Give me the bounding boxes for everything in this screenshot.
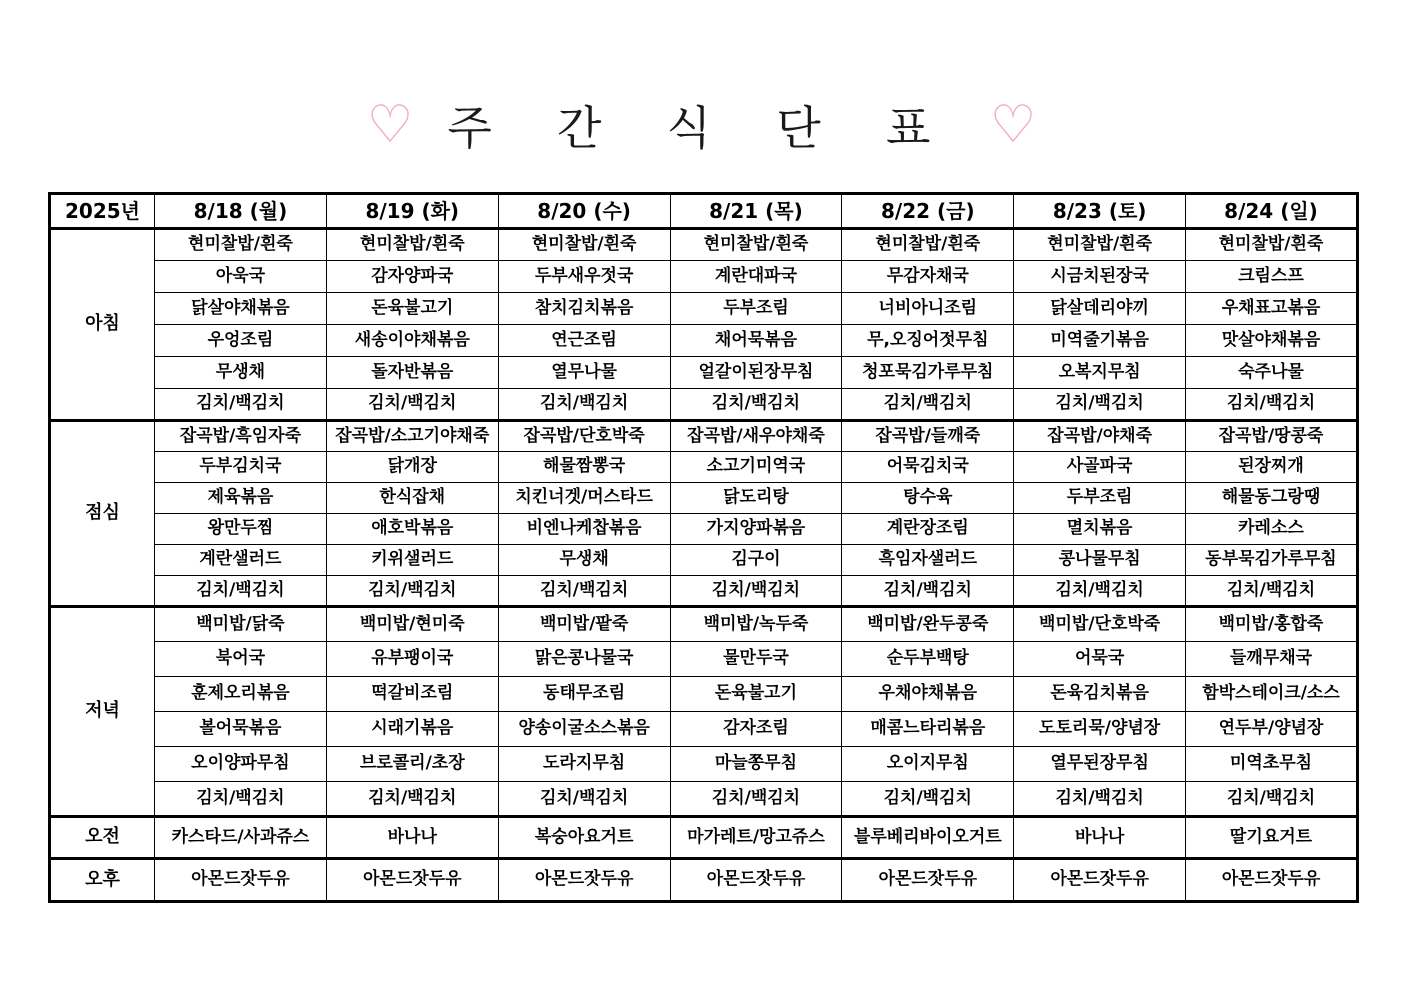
page-title-row — [0, 92, 1403, 158]
meal-cell: 두부조림 — [670, 293, 842, 325]
meal-cell: 유부팽이국 — [326, 642, 498, 677]
meal-cell: 잡곡밥/땅콩죽 — [1186, 421, 1358, 452]
meal-cell: 감자양파국 — [326, 261, 498, 293]
meal-cell: 순두부백탕 — [842, 642, 1014, 677]
section-label: 오전 — [50, 817, 155, 859]
meal-cell: 아몬드잣두유 — [498, 859, 670, 902]
meal-cell: 채어묵볶음 — [670, 325, 842, 357]
meal-cell: 비엔나케찹볶음 — [498, 514, 670, 545]
menu-row — [50, 747, 1358, 782]
year-label: 2025년 — [50, 194, 155, 229]
meal-cell: 김치/백김치 — [1014, 782, 1186, 817]
day-header: 8/18 (월) — [155, 194, 327, 229]
meal-cell: 김치/백김치 — [670, 389, 842, 421]
meal-cell: 아몬드잣두유 — [326, 859, 498, 902]
meal-cell: 멸치볶음 — [1014, 514, 1186, 545]
meal-cell: 열무나물 — [498, 357, 670, 389]
meal-cell: 잡곡밥/흑임자죽 — [155, 421, 327, 452]
meal-cell: 김치/백김치 — [1186, 389, 1358, 421]
day-header: 8/24 (일) — [1186, 194, 1358, 229]
meal-cell: 돈육불고기 — [326, 293, 498, 325]
meal-cell: 아욱국 — [155, 261, 327, 293]
meal-cell: 바나나 — [326, 817, 498, 859]
meal-cell: 잡곡밥/야채죽 — [1014, 421, 1186, 452]
meal-cell: 계란장조림 — [842, 514, 1014, 545]
meal-cell: 크림스프 — [1186, 261, 1358, 293]
meal-cell: 딸기요거트 — [1186, 817, 1358, 859]
meal-cell: 현미찰밥/흰죽 — [1186, 229, 1358, 261]
meal-cell: 김치/백김치 — [498, 389, 670, 421]
meal-cell: 오이지무침 — [842, 747, 1014, 782]
section-label: 아침 — [50, 229, 155, 421]
meal-cell: 도토리묵/양념장 — [1014, 712, 1186, 747]
meal-cell: 마늘쫑무침 — [670, 747, 842, 782]
meal-cell: 가지양파볶음 — [670, 514, 842, 545]
day-header: 8/19 (화) — [326, 194, 498, 229]
meal-cell: 콩나물무침 — [1014, 545, 1186, 576]
meal-cell: 현미찰밥/흰죽 — [670, 229, 842, 261]
meal-cell: 맛살야채볶음 — [1186, 325, 1358, 357]
meal-cell: 김치/백김치 — [670, 782, 842, 817]
meal-cell: 열무된장무침 — [1014, 747, 1186, 782]
meal-cell: 오이양파무침 — [155, 747, 327, 782]
meal-cell: 소고기미역국 — [670, 452, 842, 483]
meal-cell: 닭개장 — [326, 452, 498, 483]
menu-row — [50, 357, 1358, 389]
meal-cell: 카스타드/사과쥬스 — [155, 817, 327, 859]
meal-cell: 치킨너겟/머스타드 — [498, 483, 670, 514]
meal-cell: 블루베리바이오거트 — [842, 817, 1014, 859]
meal-cell: 떡갈비조림 — [326, 677, 498, 712]
menu-row — [50, 389, 1358, 421]
meal-cell: 너비아니조림 — [842, 293, 1014, 325]
meal-cell: 우채야채볶음 — [842, 677, 1014, 712]
meal-cell: 흑임자샐러드 — [842, 545, 1014, 576]
meal-cell: 함박스테이크/소스 — [1186, 677, 1358, 712]
meal-cell: 계란대파국 — [670, 261, 842, 293]
meal-cell: 김치/백김치 — [326, 782, 498, 817]
meal-cell: 잡곡밥/새우야채죽 — [670, 421, 842, 452]
meal-cell: 잡곡밥/단호박죽 — [498, 421, 670, 452]
meal-cell: 바나나 — [1014, 817, 1186, 859]
meal-cell: 두부조림 — [1014, 483, 1186, 514]
menu-row — [50, 514, 1358, 545]
meal-cell: 김치/백김치 — [842, 782, 1014, 817]
meal-cell: 닭살데리야끼 — [1014, 293, 1186, 325]
menu-body — [50, 229, 1358, 902]
day-header: 8/22 (금) — [842, 194, 1014, 229]
meal-cell: 시래기볶음 — [326, 712, 498, 747]
meal-cell: 어묵국 — [1014, 642, 1186, 677]
meal-cell: 오복지무침 — [1014, 357, 1186, 389]
meal-cell: 무생채 — [498, 545, 670, 576]
meal-cell: 돌자반볶음 — [326, 357, 498, 389]
menu-row — [50, 293, 1358, 325]
meal-cell: 새송이야채볶음 — [326, 325, 498, 357]
meal-cell: 동태무조림 — [498, 677, 670, 712]
menu-row — [50, 782, 1358, 817]
meal-cell: 한식잡채 — [326, 483, 498, 514]
menu-row — [50, 261, 1358, 293]
meal-cell: 김치/백김치 — [842, 389, 1014, 421]
meal-cell: 현미찰밥/흰죽 — [326, 229, 498, 261]
meal-cell: 돈육불고기 — [670, 677, 842, 712]
menu-row — [50, 483, 1358, 514]
meal-cell: 김치/백김치 — [1186, 576, 1358, 607]
meal-cell: 백미밥/팥죽 — [498, 607, 670, 642]
menu-row — [50, 325, 1358, 357]
day-header: 8/20 (수) — [498, 194, 670, 229]
meal-cell: 현미찰밥/흰죽 — [842, 229, 1014, 261]
meal-cell: 볼어묵볶음 — [155, 712, 327, 747]
meal-cell: 백미밥/녹두죽 — [670, 607, 842, 642]
menu-row — [50, 677, 1358, 712]
meal-cell: 복숭아요거트 — [498, 817, 670, 859]
meal-cell: 현미찰밥/흰죽 — [155, 229, 327, 261]
meal-cell: 잡곡밥/소고기야채죽 — [326, 421, 498, 452]
meal-cell: 잡곡밥/들깨죽 — [842, 421, 1014, 452]
meal-cell: 청포묵김가루무침 — [842, 357, 1014, 389]
meal-cell: 키위샐러드 — [326, 545, 498, 576]
meal-cell: 김치/백김치 — [1186, 782, 1358, 817]
meal-cell: 닭도리탕 — [670, 483, 842, 514]
meal-cell: 어묵김치국 — [842, 452, 1014, 483]
menu-row — [50, 607, 1358, 642]
section-label: 오후 — [50, 859, 155, 902]
menu-row — [50, 642, 1358, 677]
meal-cell: 현미찰밥/흰죽 — [1014, 229, 1186, 261]
meal-cell: 김구이 — [670, 545, 842, 576]
meal-cell: 사골파국 — [1014, 452, 1186, 483]
menu-row — [50, 229, 1358, 261]
meal-cell: 우채표고볶음 — [1186, 293, 1358, 325]
heart-icon: ♡ — [989, 95, 1037, 155]
meal-cell: 제육볶음 — [155, 483, 327, 514]
meal-cell: 얼갈이된장무침 — [670, 357, 842, 389]
meal-cell: 미역줄기볶음 — [1014, 325, 1186, 357]
meal-cell: 훈제오리볶음 — [155, 677, 327, 712]
meal-cell: 북어국 — [155, 642, 327, 677]
menu-row — [50, 712, 1358, 747]
meal-cell: 애호박볶음 — [326, 514, 498, 545]
meal-cell: 미역초무침 — [1186, 747, 1358, 782]
meal-cell: 백미밥/현미죽 — [326, 607, 498, 642]
meal-cell: 매콤느타리볶음 — [842, 712, 1014, 747]
meal-cell: 김치/백김치 — [498, 576, 670, 607]
meal-cell: 아몬드잣두유 — [1014, 859, 1186, 902]
meal-cell: 무감자채국 — [842, 261, 1014, 293]
meal-cell: 김치/백김치 — [670, 576, 842, 607]
day-header: 8/23 (토) — [1014, 194, 1186, 229]
menu-row — [50, 576, 1358, 607]
meal-cell: 된장찌개 — [1186, 452, 1358, 483]
meal-cell: 백미밥/닭죽 — [155, 607, 327, 642]
meal-cell: 도라지무침 — [498, 747, 670, 782]
meal-cell: 백미밥/단호박죽 — [1014, 607, 1186, 642]
menu-row — [50, 452, 1358, 483]
meal-cell: 해물짬뽕국 — [498, 452, 670, 483]
meal-cell: 김치/백김치 — [155, 389, 327, 421]
day-header: 8/21 (목) — [670, 194, 842, 229]
meal-cell: 김치/백김치 — [1014, 576, 1186, 607]
meal-cell: 두부김치국 — [155, 452, 327, 483]
meal-cell: 아몬드잣두유 — [1186, 859, 1358, 902]
menu-row — [50, 421, 1358, 452]
meal-cell: 맑은콩나물국 — [498, 642, 670, 677]
meal-cell: 두부새우젓국 — [498, 261, 670, 293]
meal-cell: 현미찰밥/흰죽 — [498, 229, 670, 261]
meal-cell: 백미밥/홍합죽 — [1186, 607, 1358, 642]
meal-cell: 숙주나물 — [1186, 357, 1358, 389]
meal-cell: 백미밥/완두콩죽 — [842, 607, 1014, 642]
meal-cell: 감자조림 — [670, 712, 842, 747]
meal-cell: 해물동그랑땡 — [1186, 483, 1358, 514]
meal-cell: 우엉조림 — [155, 325, 327, 357]
header-row — [50, 194, 1358, 229]
meal-cell: 돈육김치볶음 — [1014, 677, 1186, 712]
page-title: 주 간 식 단 표 — [447, 101, 956, 155]
meal-cell: 계란샐러드 — [155, 545, 327, 576]
meal-cell: 참치김치볶음 — [498, 293, 670, 325]
meal-cell: 아몬드잣두유 — [842, 859, 1014, 902]
meal-cell: 브로콜리/초장 — [326, 747, 498, 782]
meal-cell: 탕수육 — [842, 483, 1014, 514]
meal-cell: 김치/백김치 — [155, 782, 327, 817]
meal-cell: 마가레트/망고쥬스 — [670, 817, 842, 859]
weekly-menu-table — [48, 192, 1359, 903]
menu-row — [50, 817, 1358, 859]
heart-icon: ♡ — [366, 95, 414, 155]
section-label: 저녁 — [50, 607, 155, 817]
meal-cell: 연근조림 — [498, 325, 670, 357]
meal-cell: 시금치된장국 — [1014, 261, 1186, 293]
meal-cell: 닭살야채볶음 — [155, 293, 327, 325]
section-label: 점심 — [50, 421, 155, 607]
meal-cell: 왕만두찜 — [155, 514, 327, 545]
meal-cell: 물만두국 — [670, 642, 842, 677]
menu-row — [50, 545, 1358, 576]
meal-cell: 김치/백김치 — [842, 576, 1014, 607]
meal-cell: 들깨무채국 — [1186, 642, 1358, 677]
meal-cell: 동부묵김가루무침 — [1186, 545, 1358, 576]
meal-cell: 김치/백김치 — [155, 576, 327, 607]
meal-cell: 연두부/양념장 — [1186, 712, 1358, 747]
meal-cell: 아몬드잣두유 — [670, 859, 842, 902]
meal-cell: 무,오징어젓무침 — [842, 325, 1014, 357]
meal-cell: 양송이굴소스볶음 — [498, 712, 670, 747]
meal-cell: 카레소스 — [1186, 514, 1358, 545]
meal-cell: 김치/백김치 — [1014, 389, 1186, 421]
meal-cell: 김치/백김치 — [498, 782, 670, 817]
menu-row — [50, 859, 1358, 902]
meal-cell: 무생채 — [155, 357, 327, 389]
meal-cell: 김치/백김치 — [326, 576, 498, 607]
meal-cell: 아몬드잣두유 — [155, 859, 327, 902]
meal-cell: 김치/백김치 — [326, 389, 498, 421]
